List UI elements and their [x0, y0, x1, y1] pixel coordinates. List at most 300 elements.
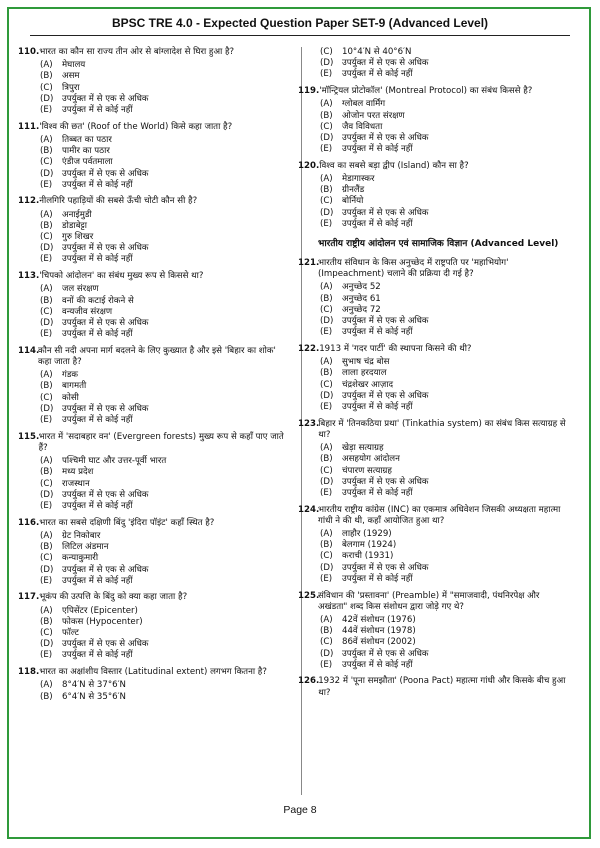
option-text: उपर्युक्त में से एक से अधिक	[62, 243, 149, 254]
option-item	[40, 381, 288, 392]
question-block	[298, 258, 568, 338]
option-text: उपर्युक्त में से कोई नहीं	[62, 415, 133, 426]
question-number: 125.	[298, 590, 320, 601]
option-text: उपर्युक्त में से एक से अधिक	[62, 639, 149, 650]
option-text: जैव विविधता	[342, 121, 383, 132]
option-text: फोकस (Hypocenter)	[62, 616, 143, 627]
option-item	[40, 105, 288, 116]
option-label: (A)	[320, 614, 333, 625]
option-text: उपर्युक्त में से कोई नहीं	[342, 659, 413, 670]
option-item	[40, 680, 288, 691]
question-number: 111.	[18, 121, 40, 132]
option-text: गंडक	[62, 370, 79, 381]
option-item	[320, 477, 568, 488]
option-label: (E)	[320, 573, 333, 584]
question-text: भारत का अक्षांशीय विस्तार (Latitudinal extent) लगभग कितना है?	[39, 667, 267, 678]
question-block	[18, 431, 288, 512]
question-number: 124.	[298, 504, 320, 515]
option-label: (A)	[320, 529, 333, 540]
option-item	[320, 615, 568, 626]
option-label: (D)	[320, 562, 334, 573]
question-text: कौन सी नदी अपना मार्ग बदलने के लिए कुख्यात है और इसे 'बिहार का शोक' कहा जाता है?	[38, 345, 276, 368]
option-label: (C)	[40, 82, 53, 93]
option-item	[320, 402, 568, 413]
option-label: (E)	[320, 218, 333, 229]
question-stem	[298, 86, 568, 97]
option-label: (B)	[320, 185, 333, 196]
option-text: उपर्युक्त में से कोई नहीं	[342, 327, 413, 338]
option-label: (E)	[320, 144, 333, 155]
option-text: एपिसेंटर (Epicenter)	[62, 605, 138, 616]
option-text: उपर्युक्त में से एक से अधिक	[62, 489, 149, 500]
question-stem	[18, 345, 288, 368]
option-text: 6°4′N से 35°6′N	[62, 691, 126, 702]
question-number: 113.	[18, 271, 40, 282]
option-label: (C)	[320, 379, 333, 390]
option-text: वन्यजीव संरक्षण	[62, 306, 113, 317]
question-number: 116.	[18, 517, 40, 528]
option-text: डोडाबेट्टा	[62, 220, 87, 231]
option-text: वनों की कटाई रोकने से	[62, 295, 134, 306]
question-text: 1913 में 'गदर पार्टी' की स्थापना किसने की थी?	[319, 343, 472, 354]
option-label: (D)	[40, 564, 54, 575]
option-label: (B)	[40, 146, 53, 157]
option-label: (A)	[40, 605, 53, 616]
option-text: उपर्युक्त में से कोई नहीं	[62, 254, 133, 265]
question-text: भारत का सबसे दक्षिणी बिंदु 'इंदिरा पॉइंट' कहाँ स्थित है?	[39, 517, 215, 528]
option-text: मेडागास्कर	[342, 174, 375, 185]
question-block	[18, 47, 288, 116]
question-text: भारतीय संविधान के किस अनुच्छेद में राष्ट्रपति पर 'महाभियोग' (Impeachment) चलाने की प्रक्रिया दी गई है?	[318, 258, 509, 280]
option-label: (D)	[320, 132, 334, 143]
section-heading: भारतीय राष्ट्रीय आंदोलन एवं सामाजिक विज्ञान (Advanced Level)	[318, 239, 559, 250]
question-stem	[298, 258, 568, 280]
option-label: (E)	[40, 501, 53, 512]
option-text: उपर्युक्त में से कोई नहीं	[342, 218, 413, 229]
option-label: (C)	[40, 628, 53, 639]
question-number: 117.	[18, 592, 40, 603]
option-text: उपर्युक्त में से एक से अधिक	[342, 132, 429, 143]
question-stem	[18, 431, 288, 454]
option-item	[320, 219, 568, 230]
option-text: कन्याकुमारी	[62, 553, 99, 564]
option-text: तिब्बत का पठार	[62, 134, 112, 145]
option-label: (D)	[320, 316, 334, 327]
option-label: (E)	[40, 105, 53, 116]
question-number: 114.	[18, 345, 40, 356]
option-label: (E)	[320, 69, 333, 80]
option-item	[320, 196, 568, 207]
option-label: (A)	[40, 530, 53, 541]
option-label: (D)	[320, 648, 334, 659]
option-label: (C)	[40, 553, 53, 564]
option-text: ग्रीनलैंड	[342, 185, 365, 196]
option-item	[320, 316, 568, 327]
option-label: (B)	[320, 368, 333, 379]
option-label: (C)	[320, 196, 333, 207]
option-text: मध्य प्रदेश	[62, 467, 94, 478]
option-text: उपर्युक्त में से एक से अधिक	[62, 93, 149, 104]
option-text: उपर्युक्त में से कोई नहीं	[342, 401, 413, 412]
option-item	[40, 467, 288, 478]
option-text: उपर्युक्त में से एक से अधिक	[342, 58, 429, 69]
option-label: (B)	[40, 220, 53, 231]
option-text: बेलगाम (1924)	[342, 540, 397, 551]
question-text: भूकंप की उत्पत्ति के बिंदु को क्या कहा जाता है?	[39, 592, 188, 603]
question-block	[18, 271, 288, 340]
option-label: (A)	[320, 174, 333, 185]
option-label: (C)	[320, 465, 333, 476]
option-label: (C)	[40, 478, 53, 489]
option-item	[320, 305, 568, 316]
question-block	[18, 592, 288, 661]
option-label: (D)	[40, 317, 54, 328]
option-item	[40, 639, 288, 650]
option-text: उपर्युक्त में से कोई नहीं	[62, 575, 133, 586]
option-label: (C)	[320, 304, 333, 315]
question-stem	[298, 676, 568, 698]
option-item	[320, 551, 568, 562]
option-label: (D)	[40, 489, 54, 500]
option-label: (D)	[40, 403, 54, 414]
question-text: 1932 में 'पूना समझौता' (Poona Pact) महात्मा गांधी और किसके बीच हुआ था?	[318, 676, 566, 698]
question-number: 126.	[298, 676, 320, 687]
option-text: उपर्युक्त में से एक से अधिक	[62, 403, 149, 414]
question-number: 112.	[18, 196, 40, 207]
option-item	[40, 606, 288, 617]
option-item	[320, 282, 568, 293]
option-label: (B)	[40, 542, 53, 553]
option-text: उपर्युक्त में से एक से अधिक	[342, 648, 429, 659]
option-item	[320, 488, 568, 499]
option-text: गुरु शिखर	[62, 232, 94, 243]
option-label: (B)	[320, 454, 333, 465]
option-label: (E)	[320, 487, 333, 498]
option-item	[40, 415, 288, 426]
option-label: (A)	[40, 680, 53, 691]
option-text: लाला हरदयाल	[342, 368, 387, 379]
question-stem	[298, 418, 568, 441]
option-item	[40, 404, 288, 415]
option-item	[40, 307, 288, 318]
option-text: 44वें संशोधन (1978)	[342, 626, 416, 637]
option-label: (E)	[40, 415, 53, 426]
option-item	[320, 122, 568, 133]
option-label: (B)	[40, 467, 53, 478]
question-stem	[298, 504, 568, 527]
option-label: (D)	[320, 58, 334, 69]
option-label: (E)	[320, 401, 333, 412]
option-item	[40, 393, 288, 404]
option-item	[40, 221, 288, 232]
option-label: (A)	[40, 209, 53, 220]
option-label: (E)	[40, 575, 53, 586]
option-item	[320, 391, 568, 402]
option-text: चंपारण सत्याग्रह	[342, 465, 392, 476]
option-item	[40, 296, 288, 307]
option-label: (B)	[320, 540, 333, 551]
option-item	[40, 565, 288, 576]
question-text: 'मॉन्ट्रियल प्रोटोकॉल' (Montreal Protocol) का संबंध किससे है?	[319, 86, 533, 97]
option-item	[40, 370, 288, 381]
option-label: (A)	[40, 284, 53, 295]
option-item	[320, 327, 568, 338]
option-text: सुभाष चंद्र बोस	[342, 357, 390, 368]
option-item	[320, 529, 568, 540]
option-item	[40, 692, 288, 703]
option-item	[40, 60, 288, 71]
option-item	[320, 58, 568, 69]
option-text: उपर्युक्त में से एक से अधिक	[342, 207, 429, 218]
option-item	[40, 232, 288, 243]
option-label: (D)	[40, 243, 54, 254]
option-item	[40, 284, 288, 295]
option-item	[40, 243, 288, 254]
option-text: 8°4′N से 37°6′N	[62, 680, 126, 691]
question-text: संविधान की 'प्रस्तावना' (Preamble) में "समाजवादी, पंथनिरपेक्ष और अखंडता" शब्द किस संशोधन द्वारा जोड़े गए थे?	[318, 590, 540, 612]
option-item	[40, 169, 288, 180]
option-text: लाहौर (1929)	[342, 529, 392, 540]
option-item	[40, 456, 288, 467]
option-label: (D)	[320, 207, 334, 218]
question-stem	[18, 121, 288, 133]
option-item	[320, 368, 568, 379]
question-block	[18, 345, 288, 426]
option-label: (A)	[320, 357, 333, 368]
option-item	[40, 576, 288, 587]
option-item	[40, 490, 288, 501]
option-label: (B)	[40, 691, 53, 702]
left-column	[18, 47, 288, 708]
option-item	[320, 208, 568, 219]
option-label: (E)	[40, 179, 53, 190]
option-text: 10°4′N से 40°6′N	[342, 47, 412, 57]
question-text: भारतीय राष्ट्रीय कांग्रेस (INC) का एकमात्र अधिवेशन जिसकी अध्यक्षता महात्मा गांधी ने की थी, कहाँ आयोजित हुआ था?	[318, 504, 561, 526]
option-label: (C)	[40, 306, 53, 317]
option-text: कोसी	[62, 392, 79, 403]
question-block	[18, 196, 288, 265]
option-item	[320, 660, 568, 671]
option-label: (A)	[40, 60, 53, 71]
question-number: 110.	[18, 47, 40, 57]
option-label: (B)	[40, 616, 53, 627]
option-text: बागमती	[62, 381, 87, 392]
option-item	[320, 47, 568, 58]
option-item	[320, 294, 568, 305]
option-label: (A)	[40, 370, 53, 381]
option-item	[320, 540, 568, 551]
option-text: चंद्रशेखर आज़ाद	[342, 379, 394, 390]
option-text: अनुच्छेद 61	[342, 293, 381, 304]
option-item	[320, 133, 568, 144]
option-text: अनुच्छेद 52	[342, 282, 381, 293]
question-block	[298, 504, 568, 585]
option-item	[40, 180, 288, 191]
header-rule	[30, 35, 570, 36]
option-label: (A)	[40, 134, 53, 145]
option-text: 86वें संशोधन (2002)	[342, 637, 416, 648]
option-label: (D)	[40, 168, 54, 179]
option-text: खेड़ा सत्याग्रह	[342, 443, 384, 454]
question-number: 122.	[298, 343, 320, 354]
option-text: उपर्युक्त में से एक से अधिक	[62, 168, 149, 179]
option-label: (D)	[40, 639, 54, 650]
option-text: उपर्युक्त में से एक से अधिक	[62, 564, 149, 575]
option-text: उपर्युक्त में से कोई नहीं	[342, 144, 413, 155]
option-text: उपर्युक्त में से एक से अधिक	[62, 317, 149, 328]
option-item	[40, 542, 288, 553]
option-label: (D)	[320, 476, 334, 487]
option-item	[320, 649, 568, 660]
option-text: कराची (1931)	[342, 551, 394, 562]
option-label: (D)	[320, 390, 334, 401]
option-label: (E)	[40, 329, 53, 340]
option-item	[40, 531, 288, 542]
option-text: राजस्थान	[62, 478, 90, 489]
question-text: भारत का कौन सा राज्य तीन ओर से बांग्लादेश से घिरा हुआ है?	[39, 47, 235, 57]
question-text: 'चिपको आंदोलन' का संबंध मुख्य रूप से किससे था?	[39, 271, 204, 282]
question-text: विश्व का सबसे बड़ा द्वीप (Island) कौन सा है?	[319, 160, 469, 171]
question-block	[298, 590, 568, 671]
option-text: फॉल्ट	[62, 628, 79, 639]
option-item	[320, 574, 568, 585]
option-item	[320, 626, 568, 637]
option-item	[320, 69, 568, 80]
option-text: 42वें संशोधन (1976)	[342, 614, 416, 625]
option-label: (B)	[320, 626, 333, 637]
option-text: उपर्युक्त में से एक से अधिक	[342, 562, 429, 573]
option-label: (C)	[40, 157, 53, 168]
page-title: BPSC TRE 4.0 - Expected Question Paper SET-9 (Advanced Level)	[111, 16, 489, 30]
option-text: उपर्युक्त में से कोई नहीं	[342, 69, 413, 80]
option-label: (C)	[40, 232, 53, 243]
option-text: लिटिल अंडमान	[62, 542, 109, 553]
option-item	[320, 637, 568, 648]
option-label: (A)	[320, 99, 333, 110]
option-label: (C)	[320, 637, 333, 648]
option-text: एंडीज पर्वतमाला	[62, 157, 113, 168]
option-item	[320, 99, 568, 110]
question-number: 118.	[18, 667, 40, 678]
option-label: (E)	[40, 254, 53, 265]
page-number: Page 8	[283, 804, 317, 816]
question-block	[18, 667, 288, 703]
option-item	[40, 254, 288, 265]
option-text: त्रिपुरा	[62, 82, 80, 93]
option-label: (B)	[40, 71, 53, 82]
option-item	[40, 501, 288, 512]
option-text: उपर्युक्त में से कोई नहीं	[342, 573, 413, 584]
option-text: पामीर का पठार	[62, 146, 110, 157]
question-block	[298, 86, 568, 155]
option-item	[40, 318, 288, 329]
option-item	[40, 479, 288, 490]
option-label: (D)	[40, 93, 54, 104]
option-item	[40, 553, 288, 564]
question-number: 119.	[298, 86, 320, 97]
option-item	[40, 157, 288, 168]
option-label: (B)	[320, 110, 333, 121]
question-stem	[298, 343, 568, 355]
option-item	[40, 210, 288, 221]
question-text: 'विश्व की छत' (Roof of the World) किसे कहा जाता है?	[39, 121, 233, 132]
option-text: उपर्युक्त में से कोई नहीं	[62, 179, 133, 190]
option-item	[320, 174, 568, 185]
option-item	[40, 628, 288, 639]
option-text: उपर्युक्त में से कोई नहीं	[342, 487, 413, 498]
question-text: भारत में 'सदाबहार वन' (Evergreen forests) मुख्य रूप से कहाँ पाए जाते हैं?	[38, 431, 284, 453]
option-label: (C)	[320, 47, 333, 57]
option-label: (A)	[320, 282, 333, 293]
option-text: उपर्युक्त में से एक से अधिक	[342, 390, 429, 401]
option-text: उपर्युक्त में से एक से अधिक	[342, 316, 429, 327]
option-label: (E)	[320, 659, 333, 670]
option-item	[320, 466, 568, 477]
option-text: मेघालय	[62, 60, 86, 71]
option-item	[40, 617, 288, 628]
question-stem	[18, 196, 288, 207]
question-stem	[18, 667, 288, 678]
option-label: (A)	[40, 456, 53, 467]
question-stem	[18, 47, 288, 58]
option-item	[40, 83, 288, 94]
question-block	[298, 343, 568, 413]
option-item	[320, 144, 568, 155]
question-text: नीलगिरि पहाड़ियों की सबसे ऊँची चोटी कौन सी है?	[39, 196, 198, 207]
question-stem	[18, 592, 288, 603]
question-block	[318, 47, 568, 81]
question-block	[298, 160, 568, 230]
option-label: (E)	[320, 327, 333, 338]
option-text: उपर्युक्त में से कोई नहीं	[62, 501, 133, 512]
question-number: 115.	[18, 431, 40, 442]
option-text: उपर्युक्त में से कोई नहीं	[62, 650, 133, 661]
option-item	[40, 329, 288, 340]
option-text: जल संरक्षण	[62, 284, 99, 295]
question-number: 121.	[298, 258, 320, 269]
option-item	[320, 111, 568, 122]
option-label: (B)	[40, 295, 53, 306]
option-item	[320, 185, 568, 196]
option-item	[320, 357, 568, 368]
question-text: बिहार में 'तिनकठिया प्रथा' (Tinkathia system) का संबंध किस सत्याग्रह से था?	[318, 418, 566, 440]
option-label: (C)	[40, 392, 53, 403]
question-block	[298, 676, 568, 698]
option-item	[40, 146, 288, 157]
option-label: (C)	[320, 121, 333, 132]
question-number: 120.	[298, 160, 320, 171]
question-block	[18, 517, 288, 587]
option-label: (E)	[40, 650, 53, 661]
question-block	[298, 418, 568, 499]
option-text: ग्लोबल वार्मिंग	[342, 99, 386, 110]
option-label: (B)	[40, 381, 53, 392]
option-text: अनाईमुडी	[62, 209, 92, 220]
question-stem	[18, 271, 288, 282]
option-text: उपर्युक्त में से एक से अधिक	[342, 476, 429, 487]
question-stem	[298, 590, 568, 613]
question-stem	[18, 517, 288, 529]
option-text: उपर्युक्त में से कोई नहीं	[62, 329, 133, 340]
option-item	[320, 454, 568, 465]
option-item	[320, 380, 568, 391]
option-text: पश्चिमी घाट और उत्तर-पूर्वी भारत	[62, 456, 167, 467]
option-label: (B)	[320, 293, 333, 304]
question-stem	[298, 160, 568, 172]
option-label: (C)	[320, 551, 333, 562]
question-block	[18, 121, 288, 191]
option-text: ग्रेट निकोबार	[62, 530, 101, 541]
